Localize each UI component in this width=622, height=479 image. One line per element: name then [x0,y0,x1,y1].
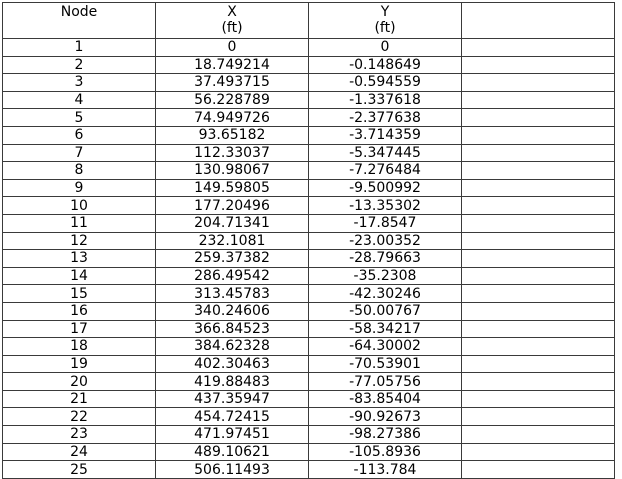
node-cell[interactable]: 18 [3,338,156,356]
y-cell[interactable]: -1.337618 [309,91,462,109]
node-cell[interactable]: 5 [3,109,156,127]
table-row [3,355,615,373]
x-cell[interactable]: 56.228789 [156,91,309,109]
header-y-label: Y [380,4,390,20]
y-cell[interactable]: -5.347445 [309,144,462,162]
x-cell[interactable]: 112.33037 [156,144,309,162]
table-row [3,162,615,180]
header-node-label: Node [60,4,98,20]
table-row [3,126,615,144]
table-row [3,144,615,162]
y-cell[interactable]: -42.30246 [309,285,462,303]
x-cell[interactable]: 419.88483 [156,373,309,391]
empty-cell[interactable] [462,179,615,197]
y-cell[interactable]: -28.79663 [309,250,462,268]
y-cell[interactable]: -7.276484 [309,162,462,180]
table-body [3,3,615,479]
y-cell[interactable]: -23.00352 [309,232,462,250]
y-cell[interactable]: 0 [309,39,462,57]
empty-cell[interactable] [462,109,615,127]
empty-cell[interactable] [462,144,615,162]
empty-cell[interactable] [462,443,615,461]
node-coordinates-table [2,2,615,479]
empty-cell[interactable] [462,338,615,356]
y-cell[interactable]: -113.784 [309,461,462,479]
x-cell[interactable]: 471.97451 [156,426,309,444]
y-cell[interactable]: -58.34217 [309,320,462,338]
node-cell[interactable]: 11 [3,214,156,232]
x-cell[interactable]: 0 [156,39,309,57]
y-cell[interactable]: -0.594559 [309,74,462,92]
y-cell[interactable]: -98.27386 [309,426,462,444]
header-x[interactable] [156,3,309,39]
table-row [3,179,615,197]
y-cell[interactable]: -2.377638 [309,109,462,127]
empty-cell[interactable] [462,232,615,250]
node-cell[interactable]: 19 [3,355,156,373]
header-y[interactable] [309,3,462,39]
empty-cell[interactable] [462,390,615,408]
y-cell[interactable]: -90.92673 [309,408,462,426]
empty-cell[interactable] [462,39,615,57]
node-cell[interactable]: 12 [3,232,156,250]
empty-cell[interactable] [462,302,615,320]
x-cell[interactable]: 402.30463 [156,355,309,373]
table-row [3,285,615,303]
empty-cell[interactable] [462,426,615,444]
table-row [3,91,615,109]
table-row [3,39,615,57]
table-row [3,232,615,250]
table-row [3,74,615,92]
header-x-label: X [227,4,237,20]
y-cell[interactable]: -77.05756 [309,373,462,391]
table-row [3,338,615,356]
x-cell[interactable]: 340.24606 [156,302,309,320]
header-row [3,3,615,39]
x-cell[interactable]: 454.72415 [156,408,309,426]
y-cell[interactable]: -70.53901 [309,355,462,373]
x-cell[interactable]: 313.45783 [156,285,309,303]
node-cell[interactable]: 13 [3,250,156,268]
table-row [3,302,615,320]
empty-cell[interactable] [462,355,615,373]
x-cell[interactable]: 437.35947 [156,390,309,408]
empty-cell[interactable] [462,126,615,144]
node-cell[interactable]: 23 [3,426,156,444]
node-cell[interactable]: 14 [3,267,156,285]
table-row [3,443,615,461]
node-cell[interactable]: 10 [3,197,156,215]
node-cell[interactable]: 3 [3,74,156,92]
node-cell[interactable]: 16 [3,302,156,320]
empty-cell[interactable] [462,408,615,426]
table-row [3,426,615,444]
table-row [3,109,615,127]
x-cell[interactable]: 259.37382 [156,250,309,268]
y-cell[interactable]: -64.30002 [309,338,462,356]
x-cell[interactable]: 366.84523 [156,320,309,338]
empty-cell[interactable] [462,373,615,391]
empty-cell[interactable] [462,56,615,74]
x-cell[interactable]: 37.493715 [156,74,309,92]
header-y-unit: (ft) [374,20,396,36]
x-cell[interactable]: 93.65182 [156,126,309,144]
x-cell[interactable]: 177.20496 [156,197,309,215]
y-cell[interactable]: -17.8547 [309,214,462,232]
empty-cell[interactable] [462,461,615,479]
y-cell[interactable]: -50.00767 [309,302,462,320]
node-cell[interactable]: 24 [3,443,156,461]
x-cell[interactable]: 489.10621 [156,443,309,461]
table-row [3,197,615,215]
x-cell[interactable]: 18.749214 [156,56,309,74]
table-row [3,373,615,391]
spreadsheet [2,2,615,479]
table-row [3,214,615,232]
empty-cell[interactable] [462,91,615,109]
node-cell[interactable]: 9 [3,179,156,197]
x-cell[interactable]: 384.62328 [156,338,309,356]
node-cell[interactable]: 17 [3,320,156,338]
header-empty-cell[interactable] [462,3,615,39]
empty-cell[interactable] [462,267,615,285]
empty-cell[interactable] [462,162,615,180]
node-cell[interactable]: 21 [3,390,156,408]
y-cell[interactable]: -9.500992 [309,179,462,197]
y-cell[interactable]: -3.714359 [309,126,462,144]
empty-cell[interactable] [462,214,615,232]
node-cell[interactable]: 22 [3,408,156,426]
empty-cell[interactable] [462,197,615,215]
table-row [3,461,615,479]
table-row [3,56,615,74]
table-row [3,390,615,408]
table-row [3,408,615,426]
x-cell[interactable]: 286.49542 [156,267,309,285]
node-cell[interactable]: 6 [3,126,156,144]
table-row [3,267,615,285]
x-cell[interactable]: 149.59805 [156,179,309,197]
node-cell[interactable]: 4 [3,91,156,109]
empty-cell[interactable] [462,285,615,303]
table-row [3,250,615,268]
y-cell[interactable]: -35.2308 [309,267,462,285]
x-cell[interactable]: 232.1081 [156,232,309,250]
node-cell[interactable]: 1 [3,39,156,57]
y-cell[interactable]: -0.148649 [309,56,462,74]
y-cell[interactable]: -13.35302 [309,197,462,215]
x-cell[interactable]: 506.11493 [156,461,309,479]
y-cell[interactable]: -105.8936 [309,443,462,461]
x-cell[interactable]: 74.949726 [156,109,309,127]
node-cell[interactable]: 25 [3,461,156,479]
x-cell[interactable]: 130.98067 [156,162,309,180]
table-row [3,320,615,338]
header-node[interactable] [3,3,156,39]
header-x-unit: (ft) [221,20,243,36]
x-cell[interactable]: 204.71341 [156,214,309,232]
node-cell[interactable]: 7 [3,144,156,162]
node-cell[interactable]: 15 [3,285,156,303]
node-cell[interactable]: 20 [3,373,156,391]
empty-cell[interactable] [462,74,615,92]
node-cell[interactable]: 2 [3,56,156,74]
empty-cell[interactable] [462,320,615,338]
y-cell[interactable]: -83.85404 [309,390,462,408]
node-cell[interactable]: 8 [3,162,156,180]
empty-cell[interactable] [462,250,615,268]
